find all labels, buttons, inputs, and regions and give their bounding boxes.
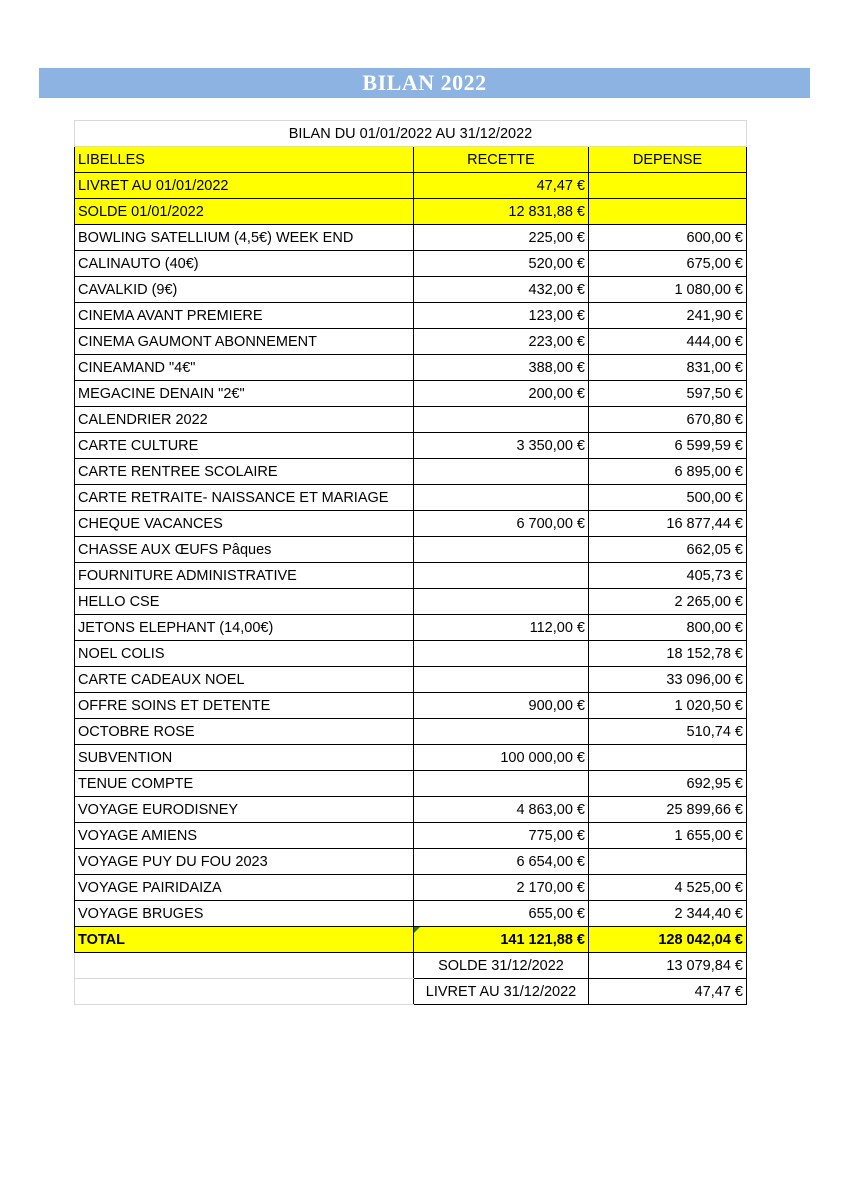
row-label: FOURNITURE ADMINISTRATIVE <box>75 563 414 589</box>
footer-label: SOLDE 31/12/2022 <box>414 953 589 979</box>
row-recette: 655,00 € <box>414 901 589 927</box>
period-row <box>75 121 747 147</box>
row-label: VOYAGE PAIRIDAIZA <box>75 875 414 901</box>
header-row <box>75 147 747 173</box>
row-label: HELLO CSE <box>75 589 414 615</box>
row-depense: 4 525,00 € <box>589 875 747 901</box>
row-depense: 2 265,00 € <box>589 589 747 615</box>
bilan-table <box>74 120 747 1005</box>
total-recette <box>414 927 589 953</box>
row-depense: 500,00 € <box>589 485 747 511</box>
row-depense <box>589 849 747 875</box>
footer-blank-cell <box>75 953 414 979</box>
row-depense: 1 655,00 € <box>589 823 747 849</box>
row-recette: 112,00 € <box>414 615 589 641</box>
opening-label: LIVRET AU 01/01/2022 <box>75 173 414 199</box>
table-row <box>75 511 747 537</box>
row-depense: 831,00 € <box>589 355 747 381</box>
table-row <box>75 823 747 849</box>
row-depense <box>589 745 747 771</box>
footer-row-livret <box>75 979 747 1005</box>
total-label: TOTAL <box>75 927 414 953</box>
row-recette <box>414 771 589 797</box>
table-row <box>75 329 747 355</box>
row-depense: 670,80 € <box>589 407 747 433</box>
row-recette <box>414 563 589 589</box>
title-banner <box>39 68 810 98</box>
page-title: BILAN 2022 <box>362 70 487 95</box>
row-depense: 600,00 € <box>589 225 747 251</box>
row-recette <box>414 459 589 485</box>
footer-label: LIVRET AU 31/12/2022 <box>414 979 589 1005</box>
footer-value: 13 079,84 € <box>589 953 747 979</box>
row-depense: 597,50 € <box>589 381 747 407</box>
row-depense: 25 899,66 € <box>589 797 747 823</box>
row-depense: 241,90 € <box>589 303 747 329</box>
table-row <box>75 641 747 667</box>
opening-row-solde <box>75 199 747 225</box>
row-depense: 692,95 € <box>589 771 747 797</box>
row-depense: 675,00 € <box>589 251 747 277</box>
opening-recette: 47,47 € <box>414 173 589 199</box>
row-recette: 900,00 € <box>414 693 589 719</box>
table-row <box>75 277 747 303</box>
table-row <box>75 849 747 875</box>
row-recette: 200,00 € <box>414 381 589 407</box>
row-label: CALENDRIER 2022 <box>75 407 414 433</box>
table-row <box>75 459 747 485</box>
row-recette <box>414 589 589 615</box>
row-recette: 3 350,00 € <box>414 433 589 459</box>
table-row <box>75 771 747 797</box>
row-depense: 2 344,40 € <box>589 901 747 927</box>
row-label: OCTOBRE ROSE <box>75 719 414 745</box>
table-row <box>75 589 747 615</box>
total-depense: 128 042,04 € <box>589 927 747 953</box>
row-label: NOEL COLIS <box>75 641 414 667</box>
table-row <box>75 251 747 277</box>
row-label: CARTE RETRAITE- NAISSANCE ET MARIAGE <box>75 485 414 511</box>
row-label: VOYAGE AMIENS <box>75 823 414 849</box>
row-label: CAVALKID (9€) <box>75 277 414 303</box>
header-depense: DEPENSE <box>589 147 747 173</box>
row-label: CHEQUE VACANCES <box>75 511 414 537</box>
row-label: CINEMA GAUMONT ABONNEMENT <box>75 329 414 355</box>
row-depense: 510,74 € <box>589 719 747 745</box>
row-recette: 775,00 € <box>414 823 589 849</box>
row-recette: 2 170,00 € <box>414 875 589 901</box>
row-recette: 388,00 € <box>414 355 589 381</box>
row-label: CARTE RENTREE SCOLAIRE <box>75 459 414 485</box>
row-label: CARTE CULTURE <box>75 433 414 459</box>
row-label: CHASSE AUX ŒUFS Pâques <box>75 537 414 563</box>
row-depense: 1 080,00 € <box>589 277 747 303</box>
row-depense: 33 096,00 € <box>589 667 747 693</box>
table-row <box>75 303 747 329</box>
row-label: JETONS ELEPHANT (14,00€) <box>75 615 414 641</box>
row-recette <box>414 537 589 563</box>
row-label: TENUE COMPTE <box>75 771 414 797</box>
table-row <box>75 407 747 433</box>
table-row <box>75 225 747 251</box>
row-recette: 520,00 € <box>414 251 589 277</box>
row-recette: 4 863,00 € <box>414 797 589 823</box>
row-label: MEGACINE DENAIN "2€" <box>75 381 414 407</box>
row-label: VOYAGE EURODISNEY <box>75 797 414 823</box>
table-row <box>75 875 747 901</box>
table-row <box>75 615 747 641</box>
footer-row-solde <box>75 953 747 979</box>
row-label: CALINAUTO (40€) <box>75 251 414 277</box>
table-row <box>75 667 747 693</box>
row-recette <box>414 407 589 433</box>
row-recette: 6 654,00 € <box>414 849 589 875</box>
row-label: CARTE CADEAUX NOEL <box>75 667 414 693</box>
row-label: CINEAMAND "4€" <box>75 355 414 381</box>
row-label: OFFRE SOINS ET DETENTE <box>75 693 414 719</box>
row-recette: 223,00 € <box>414 329 589 355</box>
opening-row-livret <box>75 173 747 199</box>
table-row <box>75 797 747 823</box>
row-depense: 16 877,44 € <box>589 511 747 537</box>
row-recette <box>414 641 589 667</box>
opening-depense <box>589 173 747 199</box>
total-row <box>75 927 747 953</box>
row-depense: 6 599,59 € <box>589 433 747 459</box>
table-row <box>75 485 747 511</box>
row-depense: 1 020,50 € <box>589 693 747 719</box>
row-label: SUBVENTION <box>75 745 414 771</box>
table-row <box>75 537 747 563</box>
header-recette: RECETTE <box>414 147 589 173</box>
header-libelles: LIBELLES <box>75 147 414 173</box>
table-row <box>75 745 747 771</box>
table-row <box>75 563 747 589</box>
table-row <box>75 901 747 927</box>
period-heading: BILAN DU 01/01/2022 AU 31/12/2022 <box>75 121 747 147</box>
row-depense: 800,00 € <box>589 615 747 641</box>
opening-label: SOLDE 01/01/2022 <box>75 199 414 225</box>
footer-value: 47,47 € <box>589 979 747 1005</box>
opening-recette: 12 831,88 € <box>414 199 589 225</box>
row-depense: 18 152,78 € <box>589 641 747 667</box>
table-row <box>75 433 747 459</box>
cell-note-marker <box>414 927 420 933</box>
row-recette <box>414 719 589 745</box>
row-label: VOYAGE BRUGES <box>75 901 414 927</box>
row-recette: 100 000,00 € <box>414 745 589 771</box>
row-depense: 444,00 € <box>589 329 747 355</box>
bilan-table-body <box>75 121 747 1005</box>
row-recette: 123,00 € <box>414 303 589 329</box>
table-row <box>75 719 747 745</box>
row-label: VOYAGE PUY DU FOU 2023 <box>75 849 414 875</box>
table-row <box>75 693 747 719</box>
row-depense: 6 895,00 € <box>589 459 747 485</box>
total-recette-value: 141 121,88 € <box>500 931 585 948</box>
row-label: CINEMA AVANT PREMIERE <box>75 303 414 329</box>
row-label: BOWLING SATELLIUM (4,5€) WEEK END <box>75 225 414 251</box>
row-recette: 6 700,00 € <box>414 511 589 537</box>
table-row <box>75 355 747 381</box>
row-depense: 662,05 € <box>589 537 747 563</box>
row-recette <box>414 667 589 693</box>
table-row <box>75 381 747 407</box>
row-recette: 432,00 € <box>414 277 589 303</box>
row-depense: 405,73 € <box>589 563 747 589</box>
footer-blank-cell <box>75 979 414 1005</box>
opening-depense <box>589 199 747 225</box>
row-recette: 225,00 € <box>414 225 589 251</box>
row-recette <box>414 485 589 511</box>
